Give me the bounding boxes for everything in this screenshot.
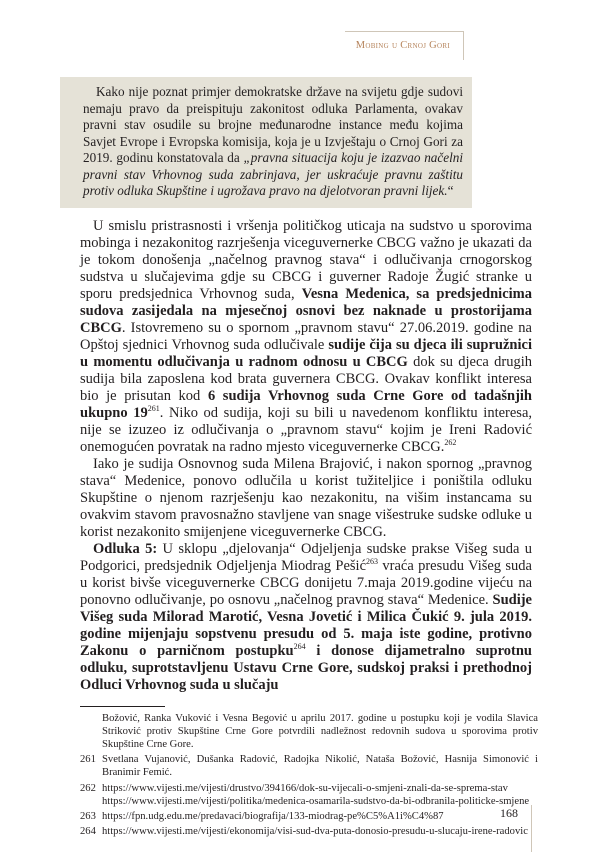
bold-text: Vesna Medenica, sa predsjednicima sudova zasijedala na mjesečnoj osnovi bez naknade u prostorijama CBCG (80, 285, 532, 336)
text-run: Kako nije poznat primjer demokratske države na svijetu gdje sudovi nemaju pravo da preispituju zakonitost odluka Parlamenta, ovakav pravni stav osudile su brojne međunarodne instance među kojima Savjet Evrope i Evropska komisija, koja je u Izvještaju o Crnoj Gori za 2019. godinu konstatovala da (83, 84, 463, 165)
footnote (80, 782, 538, 808)
footnote-number: 264 (80, 826, 96, 838)
header-rule-horizontal (345, 31, 463, 32)
paragraph (80, 218, 532, 456)
page-content (0, 77, 600, 840)
bold-text: sudije čija su djeca ili supružnici u momentu odlučivanja u radnom odnosu u CBCG (80, 336, 532, 370)
highlight-paragraph (83, 84, 463, 200)
text-run: Iako je sudija Osnovnog suda Milena Brajović, i nakon spornog „pravnog stava“ Medenice, ponovo odlučila u korist tužiteljice i poništila odluku Skupštine o njenom razrješenju kao nezakonitu, na višim instancama su ovakvim stavom pravosnažno stavljene van snage višestruke sudske odluke u korist nezakonito smijenjene viceguvernerke CBCG. (80, 455, 532, 540)
page-number-rule (531, 805, 532, 852)
running-header: Mobing u Crnoj Gori (355, 40, 450, 51)
footnote-number: 262 (80, 782, 96, 794)
paragraph (80, 456, 532, 541)
text-run: vraća presudu Višeg suda u korist bivše viceguvernerke CBCG donijetu 7.maja 2019.godine vijeću na ponovno odlučivanje, po osnovu „načelnog pravnog stava“ Medenice. (80, 557, 532, 608)
highlight-box (60, 77, 472, 208)
footnote-ref[interactable]: 261 (147, 403, 160, 413)
footnote-text: Božović, Ranka Vuković i Vesna Begović u aprilu 2017. godine u postupku koji je vodila Slavica Striković protiv Skupštine Crne Gore potvrdili nadležnost redovnih sudova u sporovima protiv Skupštine Crne Gore. (102, 712, 538, 750)
footnote-ref[interactable]: 263 (366, 556, 379, 566)
footnote-number: 261 (80, 754, 96, 766)
page-number: 168 (500, 806, 518, 820)
footnote (80, 810, 538, 823)
bold-text: Sudije Višeg suda Milorad Marotić, Vesna Jovetić i Milica Čukić 9. jula 2019. godine mijenjaju sopstvenu presudu od 5. maja iste godine, protivno Zakonu o parničnom postupku (80, 591, 532, 659)
bold-text: 6 sudija Vrhovnog suda Crne Gore od tadašnjih ukupno 19 (80, 387, 532, 421)
italic-quote: „pravna situacija koju je izazvao načelni pravni stav Vrhovnog suda zabrinjava, jer uskraćuje pravnu zaštitu protiv odluka Skupštine i ugrožava pravo na djelotvoran pravni lijek. (83, 150, 464, 198)
footnote (80, 825, 538, 838)
footnote-ref[interactable]: 262 (444, 437, 457, 447)
footnote-separator (80, 706, 165, 707)
text-run: U sklopu „djelovanja“ Odjeljenja sudske prakse Višeg suda u Podgorici, predsjednik Odjeljenja Miodrag Pešić (80, 540, 532, 574)
footnote (80, 712, 538, 752)
text-run: . Niko od sudija, koji su bili u navedenom konfliktu interesa, nije se izuzeo iz odlučivanja o „pravnom stavu“ kojim je Ireni Radović onemogućen povratak na radno mjesto viceguvernerke CBCG. (80, 404, 533, 455)
text-run: dok su djeca drugih sudija bila zaposlena kod brata guvernera CBCG. Ovakav konflikt interesa bio je prisutan kod (80, 353, 532, 404)
text-run: U smislu pristrasnosti i vršenja političkog uticaja na sudstvo u sporovima mobinga i nezakonitog razrješenja viceguvernerke CBCG važno je ukazati da je tokom donošenja „načelnog pravnog stava“ i odlučivanja crnogorskog sudstva u slučajevima gdje su CBCG i guverner Radoje Žugić stranke u sporu predsjednica Vrhovnog suda, (80, 217, 532, 302)
footnote-text[interactable]: https://fpn.udg.edu.me/predavaci/biografija/133-miodrag-pe%C5%A1i%C4%87 (102, 810, 444, 822)
text-run: . Istovremeno su o spornom „pravnom stavu“ 27.06.2019. godine na Opštoj sjednici Vrhovnog suda odlučivale (80, 319, 532, 353)
footnote-number (80, 712, 102, 752)
text-run: “ (447, 183, 454, 198)
footnote (80, 753, 538, 779)
paragraph (80, 541, 532, 694)
footnotes (80, 712, 538, 839)
footnote-text[interactable]: https://www.vijesti.me/vijesti/drustvo/394166/dok-su-vijecali-o-smjeni-znali-da-se-sprema-stav https://www.vijesti.me/vijesti/politika/medenica-osamarila-sudstvo-da-bi-odbranila-politicke-smjene (102, 782, 530, 807)
bold-text: i donose dijametralno suprotnu odluku, suprotstavljenu Ustavu Crne Gore, sudskoj praksi i prethodnoj Odluci Vrhovnog suda u slučaju (80, 642, 532, 693)
footnote-number: 263 (80, 810, 96, 822)
bold-text: Odluka 5: (93, 540, 158, 557)
body-text (80, 218, 532, 694)
footnotes-area (80, 706, 538, 839)
footnote-ref[interactable]: 264 (293, 641, 306, 651)
footnote-text[interactable]: https://www.vijesti.me/vijesti/ekonomija/visi-sud-dva-puta-donosio-presudu-u-slucaju-irene-radovic (102, 826, 528, 838)
header-rule-vertical (463, 31, 464, 60)
footnote-text: Svetlana Vujanović, Dušanka Radović, Radojka Nikolić, Nataša Božović, Hasnija Simonović i Branimir Femić. (102, 754, 538, 779)
